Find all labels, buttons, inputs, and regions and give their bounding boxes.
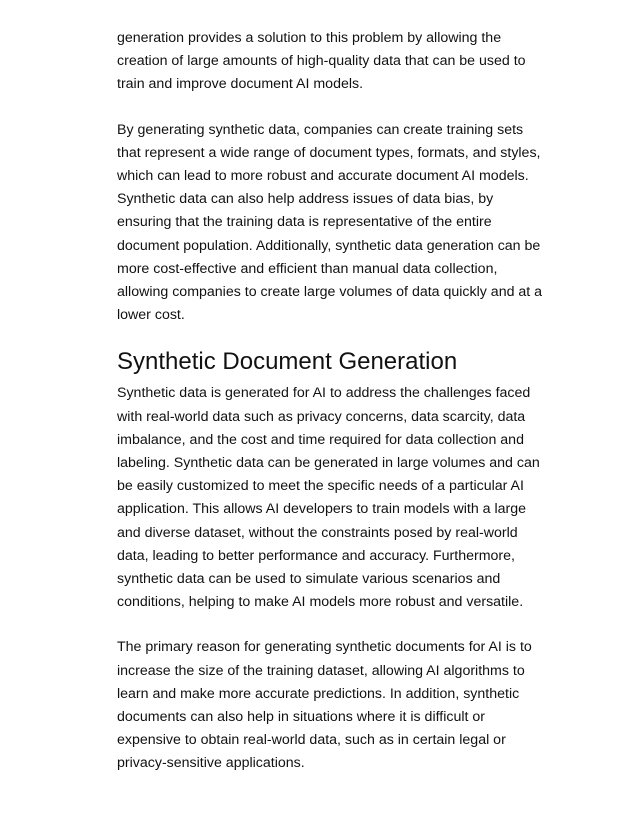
text-line: be easily customized to meet the specific needs of a particular AI bbox=[117, 478, 524, 495]
text-line: allowing companies to create large volumes of data quickly and at a bbox=[117, 284, 543, 301]
text-line: that represent a wide range of document types, formats, and styles, bbox=[117, 144, 541, 161]
paragraph-spacer bbox=[117, 614, 537, 636]
text-line: labeling. Synthetic data can be generated in large volumes and can bbox=[117, 455, 540, 472]
text-line: more cost-effective and efficient than manual data collection, bbox=[117, 260, 498, 277]
document-page bbox=[117, 27, 543, 776]
text-line: generation provides a solution to this problem by allowing the bbox=[117, 30, 502, 46]
section-heading: Synthetic Document Generation bbox=[117, 348, 458, 376]
text-line: data, leading to better performance and accuracy. Furthermore, bbox=[117, 547, 515, 564]
text-line: documents can also help in situations where it is difficult or bbox=[117, 709, 486, 726]
text-line: with real-world data such as privacy concerns, data scarcity, data bbox=[117, 408, 526, 425]
text-line: expensive to obtain real-world data, such as in certain legal or bbox=[117, 732, 506, 749]
text-line: increase the size of the training dataset, allowing AI algorithms to bbox=[117, 662, 525, 679]
paragraph-primary-reason bbox=[117, 636, 537, 775]
paragraph-synthetic-data-benefits bbox=[117, 119, 543, 328]
text-line: Synthetic data is generated for AI to address the challenges faced bbox=[117, 385, 531, 402]
text-line: learn and make more accurate predictions. In addition, synthetic bbox=[117, 685, 520, 702]
text-line: and diverse dataset, without the constraints posed by real-world bbox=[117, 524, 518, 541]
text-line: lower cost. bbox=[117, 307, 185, 324]
text-line: which can lead to more robust and accurate document AI models. bbox=[117, 168, 529, 185]
text-line: imbalance, and the cost and time required for data collection and bbox=[117, 431, 524, 448]
text-line: conditions, helping to make AI models more robust and versatile. bbox=[117, 594, 524, 611]
text-line: application. This allows AI developers to train models with a large bbox=[117, 501, 527, 518]
paragraph-spacer bbox=[117, 97, 537, 119]
text-line: Synthetic data can also help address issues of data bias, by bbox=[117, 191, 494, 208]
text-line: By generating synthetic data, companies can create training sets bbox=[117, 121, 524, 138]
text-line: creation of large amounts of high-quality data that can be used to bbox=[117, 53, 526, 70]
paragraph-intro-continuation bbox=[117, 27, 537, 97]
text-line: train and improve document AI models. bbox=[117, 76, 364, 93]
text-line: The primary reason for generating synthetic documents for AI is to bbox=[117, 639, 532, 656]
text-line: ensuring that the training data is representative of the entire bbox=[117, 214, 492, 231]
text-line: document population. Additionally, synthetic data generation can be bbox=[117, 237, 541, 254]
text-line: synthetic data can be used to simulate various scenarios and bbox=[117, 571, 501, 588]
text-line: privacy-sensitive applications. bbox=[117, 755, 305, 772]
paragraph-why-synthetic-data bbox=[117, 382, 540, 614]
